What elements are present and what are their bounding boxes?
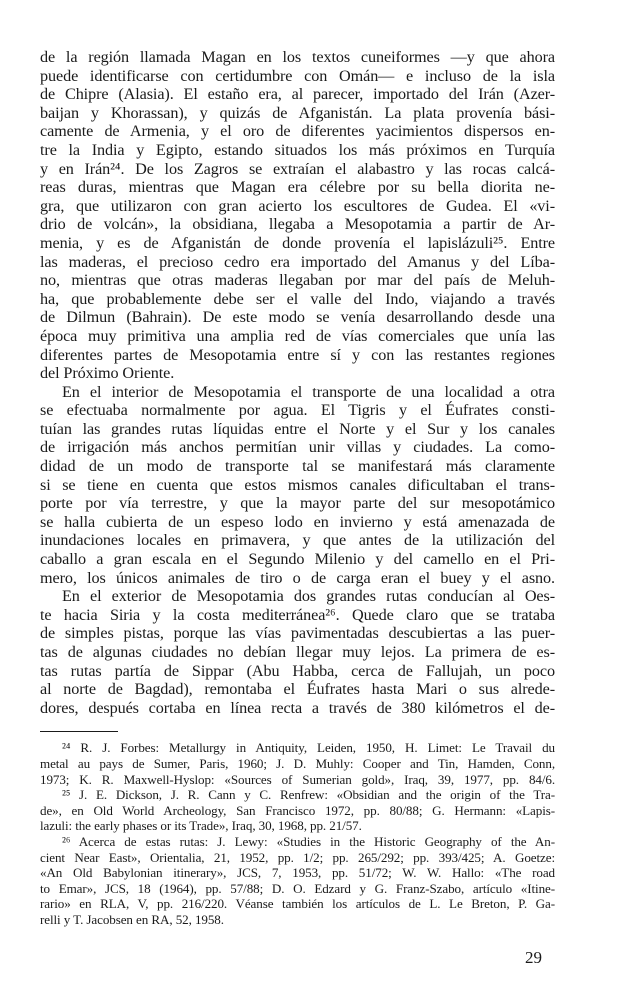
text-line: de Chipre (Alasia). El estaño era, al parecer, importado del Irán (Azer- <box>40 85 555 104</box>
text-line: En el interior de Mesopotamia el transporte de una localidad a otra <box>62 382 555 401</box>
text-line: de Dilmun (Bahrain). De este modo se venía desarrollando desde una <box>40 308 555 327</box>
text-line: tas rutas partía de Sippar (Abu Habba, cerca de Fallujah, un poco <box>40 661 555 680</box>
text-line: tas de algunas ciudades no debían llegar muy lejos. La primera de es- <box>40 643 555 661</box>
footnote-line: to Emar», JCS, 18 (1964), pp. 57/88; D. O. Edzard y G. Franz-Szabo, artículo «Itine- <box>40 880 555 896</box>
page-body <box>40 48 555 928</box>
text-line: camente de Armenia, y el oro de diferentes yacimientos dispersos en- <box>40 122 555 141</box>
text-line: de irrigación más anchos permitían unir villas y ciudades. La como- <box>40 438 555 457</box>
text-line: las maderas, el precioso cedro era importado del Amanus y del Líba- <box>40 252 555 271</box>
text-line: tuían las grandes rutas líquidas entre el Norte y el Sur y los canales <box>40 419 555 438</box>
text-line: reas duras, mientras que Magan era célebre por su bella diorita ne- <box>40 178 555 197</box>
footnote-line: de», en Old World Archeology, San Francisco 1972, pp. 80/88; G. Hermann: «Lapis- <box>40 802 555 818</box>
text-line: de la región llamada Magan en los textos cuneiformes —y que ahora <box>40 48 555 66</box>
text-line: época muy primitiva una amplia red de vías comerciales que unía las <box>40 326 555 345</box>
text-line: y en Irán²⁴. De los Zagros se extraían el alabastro y las rocas calcá- <box>40 159 555 178</box>
text-line: tre la India y Egipto, estando situados los más próximos en Turquía <box>40 140 555 159</box>
footnote-line: ²⁶ Acerca de estas rutas: J. Lewy: «Studies in the Historic Geography of the An- <box>62 833 555 849</box>
text-line: ha, que probablemente debe ser el valle del Indo, viajando a través <box>40 289 555 308</box>
text-line: de simples pistas, porque las vías pavimentadas descubiertas a las puer- <box>40 624 555 643</box>
text-line: didad de un modo de transporte tal se manifestará más claramente <box>40 457 555 476</box>
text-line: dores, después cortaba en línea recta a través de 380 kilómetros el de- <box>40 698 555 717</box>
footnote-line: rario» en RLA, V, pp. 216/220. Véanse también los artículos de L. Le Breton, P. Ga- <box>40 896 555 912</box>
text-line: se halla cubierta de un espeso lodo en invierno y está amenazada de <box>40 512 555 531</box>
footnote-divider <box>40 731 118 732</box>
text-line: En el exterior de Mesopotamia dos grandes rutas conducían al Oes- <box>62 587 555 606</box>
text-line: diferentes partes de Mesopotamia entre sí y con las restantes regiones <box>40 345 555 364</box>
text-line: te hacia Siria y la costa mediterránea²⁶. Quede claro que se trataba <box>40 605 555 624</box>
text-line: caballo a gran escala en el Segundo Milenio y del camello en el Pri- <box>40 550 555 569</box>
text-line: no, mientras que otras maderas llegaban por mar del país de Meluh- <box>40 271 555 290</box>
text-line: al norte de Bagdad), remontaba el Éufrates hasta Mari o sus alrede- <box>40 680 555 699</box>
text-line: drio de volcán», la obsidiana, llegaba a Mesopotamia a partir de Ar- <box>40 215 555 234</box>
footnote-line: relli y T. Jacobsen en RA, 52, 1958. <box>40 911 224 927</box>
footnote-line: metal au pays de Sumer, Paris, 1960; J. D. Muhly: Cooper and Tin, Hamden, Conn, <box>40 755 555 771</box>
text-line: mero, los únicos animales de tiro o de carga eran el buey y el asno. <box>40 568 555 587</box>
footnote-line: 1973; K. R. Maxwell-Hyslop: «Sources of Sumerian gold», Iraq, 39, 1977, pp. 84/6. <box>40 771 555 787</box>
text-line: baijan y Khorassan), y quizás de Afganistán. La plata provenía bási- <box>40 103 555 122</box>
text-line: si se tiene en cuenta que estos mismos canales dificultaban el trans- <box>40 475 555 494</box>
footnotes <box>40 740 555 927</box>
footnote-line: ²⁵ J. E. Dickson, J. R. Cann y C. Renfrew: «Obsidian and the origin of the Tra- <box>62 787 555 803</box>
footnote-line: «An Old Babylonian itinerary», JCS, 7, 1953, pp. 51/72; W. W. Hallo: «The road <box>40 865 555 881</box>
text-line: porte por vía terrestre, y que la mayor parte del sur mesopotámico <box>40 494 555 513</box>
footnote-line: lazuli: the early phases or its Trade», Iraq, 30, 1968, pp. 21/57. <box>40 818 362 834</box>
footnote-line: cient Near East», Orientalia, 21, 1952, pp. 1/2; pp. 265/292; pp. 393/425; A. Goetze: <box>40 849 555 865</box>
text-line: del Próximo Oriente. <box>40 364 175 383</box>
text-line: inundaciones locales en primavera, y que antes de la utilización del <box>40 531 555 550</box>
text-line: se efectuaba normalmente por agua. El Tigris y el Éufrates consti- <box>40 401 555 420</box>
text-line: puede identificarse con certidumbre con Omán— e incluso de la isla <box>40 66 555 85</box>
text-line: menia, y es de Afganistán de donde provenía el lapislázuli²⁵. Entre <box>40 233 555 252</box>
page-number: 29 <box>525 948 542 967</box>
footnote-line: ²⁴ R. J. Forbes: Metallurgy in Antiquity, Leiden, 1950, H. Limet: Le Travail du <box>62 740 555 756</box>
body-text <box>40 48 555 717</box>
text-line: gra, que utilizaron con gran acierto los escultores de Gudea. El «vi- <box>40 196 555 215</box>
